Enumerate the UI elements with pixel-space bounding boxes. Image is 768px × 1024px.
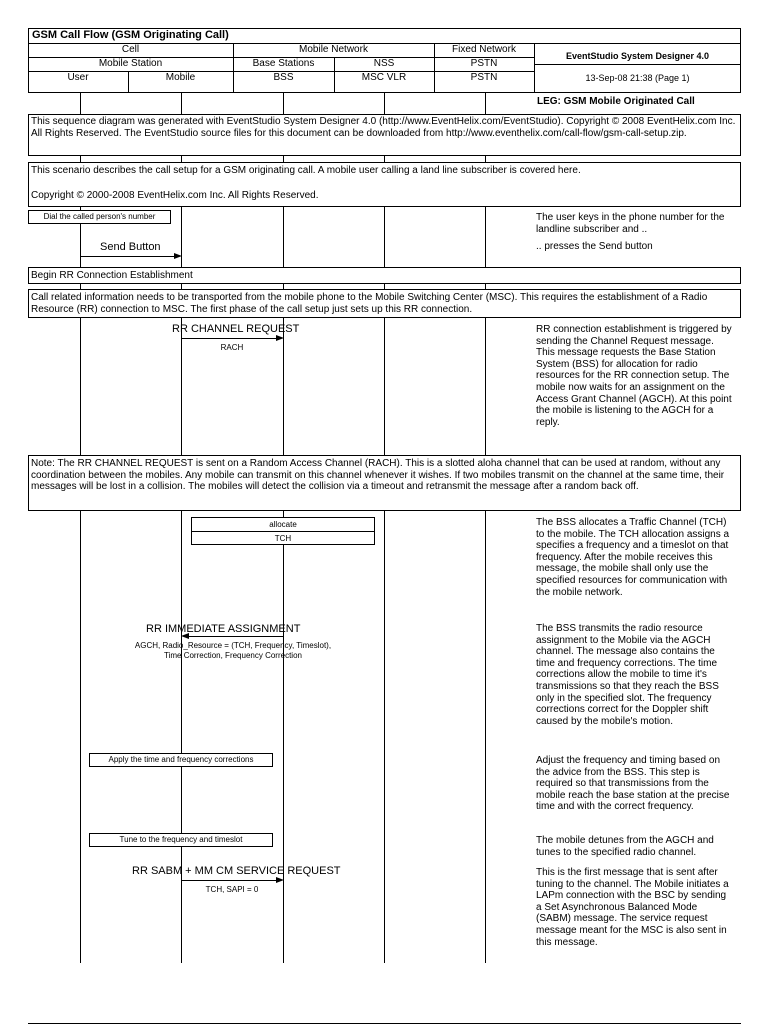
begin-rr-label: Begin RR Connection Establishment	[31, 270, 193, 281]
tune-action-box	[89, 833, 273, 847]
apply-action-box	[89, 753, 273, 767]
dial-action-box	[28, 210, 171, 224]
base-stations-label: Base Stations	[252, 58, 315, 69]
tch-label: TCH	[274, 534, 292, 543]
rr-immediate-label: RR IMMEDIATE ASSIGNMENT	[146, 623, 301, 635]
copyright-note: Copyright © 2000-2008 EventHelix.com Inc. All Rights Reserved.	[31, 190, 319, 201]
rr-channel-request-label: RR CHANNEL REQUEST	[172, 323, 300, 335]
divider	[128, 71, 129, 93]
rr-channel-request-arrow	[181, 338, 276, 339]
mobile-station-label: Mobile Station	[98, 58, 163, 69]
rach-param: RACH	[220, 343, 244, 352]
rr-immediate-params: AGCH, Radio_Resource = (TCH, Frequency, Timeslot), Time Correction, Frequency Correction	[134, 641, 332, 660]
send-button-arrowhead	[174, 253, 182, 259]
lifeline-pstn	[485, 93, 486, 963]
scenario-note: This scenario describes the call setup for a GSM originating call. A mobile user calling a land line subscriber is covered here.	[31, 165, 581, 176]
divider	[233, 43, 234, 93]
dial-note: The user keys in the phone number for the landline subscriber and ..	[536, 212, 725, 235]
rr-immediate-arrowhead	[181, 633, 189, 639]
msc-vlr-label: MSC VLR	[361, 72, 407, 83]
sabm-label: RR SABM + MM CM SERVICE REQUEST	[132, 865, 341, 877]
tune-action-label: Tune to the frequency and timeslot	[119, 835, 243, 844]
mobile-label: Mobile	[165, 72, 196, 83]
sabm-note: This is the first message that is sent after tuning to the channel. The Mobile initiates a LAPm connection with the BSC by sending a Set Asynchronous Balanced Mode (SABM) message. The service request message meant for the MSC is also sent in this message.	[536, 867, 729, 948]
dial-action-label: Dial the called person's number	[43, 212, 156, 221]
leg-label: LEG: GSM Mobile Originated Call	[537, 96, 695, 107]
sabm-arrow	[181, 880, 276, 881]
send-note: .. presses the Send button	[536, 241, 653, 252]
rr-immediate-note: The BSS transmits the radio resource assignment to the Mobile via the AGCH channel. The message also contains the time and frequency corrections. The time corrections allow the mobile to time it's transmissions so that they reach the BSS only in the specified slot. The frequency corrections correct for the Doppler shift caused by the mobile's motion.	[536, 623, 719, 727]
send-button-label: Send Button	[100, 241, 161, 253]
page-title: GSM Call Flow (GSM Originating Call)	[32, 29, 229, 41]
nss-label: NSS	[373, 58, 395, 69]
date-label: 13-Sep-08 21:38 (Page 1)	[585, 73, 690, 83]
fixed-network-label: Fixed Network	[452, 44, 516, 55]
rach-note: Note: The RR CHANNEL REQUEST is sent on a Random Access Channel (RACH). This is a slotted aloha channel that can be used at random, without any coordination between the mobiles. Any mobile can transmit on this channel whenever it wishes. If two mobiles transmit on the channel at the same time, their messages will be lost in a collision. The mobiles will detect the collision via a timeout and retransmit the message after a random back off.	[31, 458, 725, 492]
divider	[334, 57, 335, 93]
send-button-arrow	[80, 256, 175, 257]
allocate-note: The BSS allocates a Traffic Channel (TCH) to the mobile. The TCH allocation assigns a specifies a frequency and a timeslot on that frequency. After the mobile receives this message, the mobile shall only use the specified resources for communication with the mobile network.	[536, 517, 730, 598]
divider	[434, 43, 435, 93]
rr-immediate-arrow	[189, 636, 283, 637]
rr-info-note: Call related information needs to be transported from the mobile phone to the Mobile Switching Center (MSC). This requires the establishment of a Radio Resource (RR) connection to MSC. The first phase of the call setup just sets up this RR connection.	[31, 292, 708, 315]
tune-note: The mobile detunes from the AGCH and tunes to the specified radio channel.	[536, 835, 714, 858]
pstn-group-label: PSTN	[470, 58, 498, 69]
allocate-label: allocate	[192, 518, 374, 532]
pstn-label: PSTN	[470, 72, 498, 83]
bss-label: BSS	[273, 72, 294, 83]
sabm-params: TCH, SAPI = 0	[205, 885, 259, 894]
apply-action-label: Apply the time and frequency corrections	[108, 755, 254, 764]
user-label: User	[67, 72, 89, 83]
rr-channel-request-arrowhead	[276, 335, 284, 341]
generated-note: This sequence diagram was generated with EventStudio System Designer 4.0 (http://www.EventHelix.com/EventStudio). Copyright © 2008 EventHelix.com Inc. All Rights Reserved. The EventStudio source files for this document can be downloaded from http://www.eventhelix.com/call-flow/gsm-call-setup.zip.	[31, 116, 736, 139]
cell-group-label: Cell	[121, 44, 140, 55]
mobile-network-label: Mobile Network	[299, 44, 368, 55]
allocate-tch-box	[191, 517, 375, 545]
tool-label: EventStudio System Designer 4.0	[565, 51, 710, 61]
rr-channel-note: RR connection establishment is triggered by sending the Channel Request message. This message requests the Base Station System (BSS) for allocation for radio resources for the RR connection setup. The mobile now waits for an assignment on the Access Grant Channel (AGCH). At this point the mobile is listening to the AGCH for a reply.	[536, 324, 732, 428]
sabm-arrowhead	[276, 877, 284, 883]
lifeline-msc-vlr	[384, 93, 385, 963]
apply-note: Adjust the frequency and timing based on the advice from the BSS. This step is required so that transmissions from the mobile reach the base station at the precise time and with the correct frequency.	[536, 755, 730, 813]
divider	[534, 64, 741, 65]
